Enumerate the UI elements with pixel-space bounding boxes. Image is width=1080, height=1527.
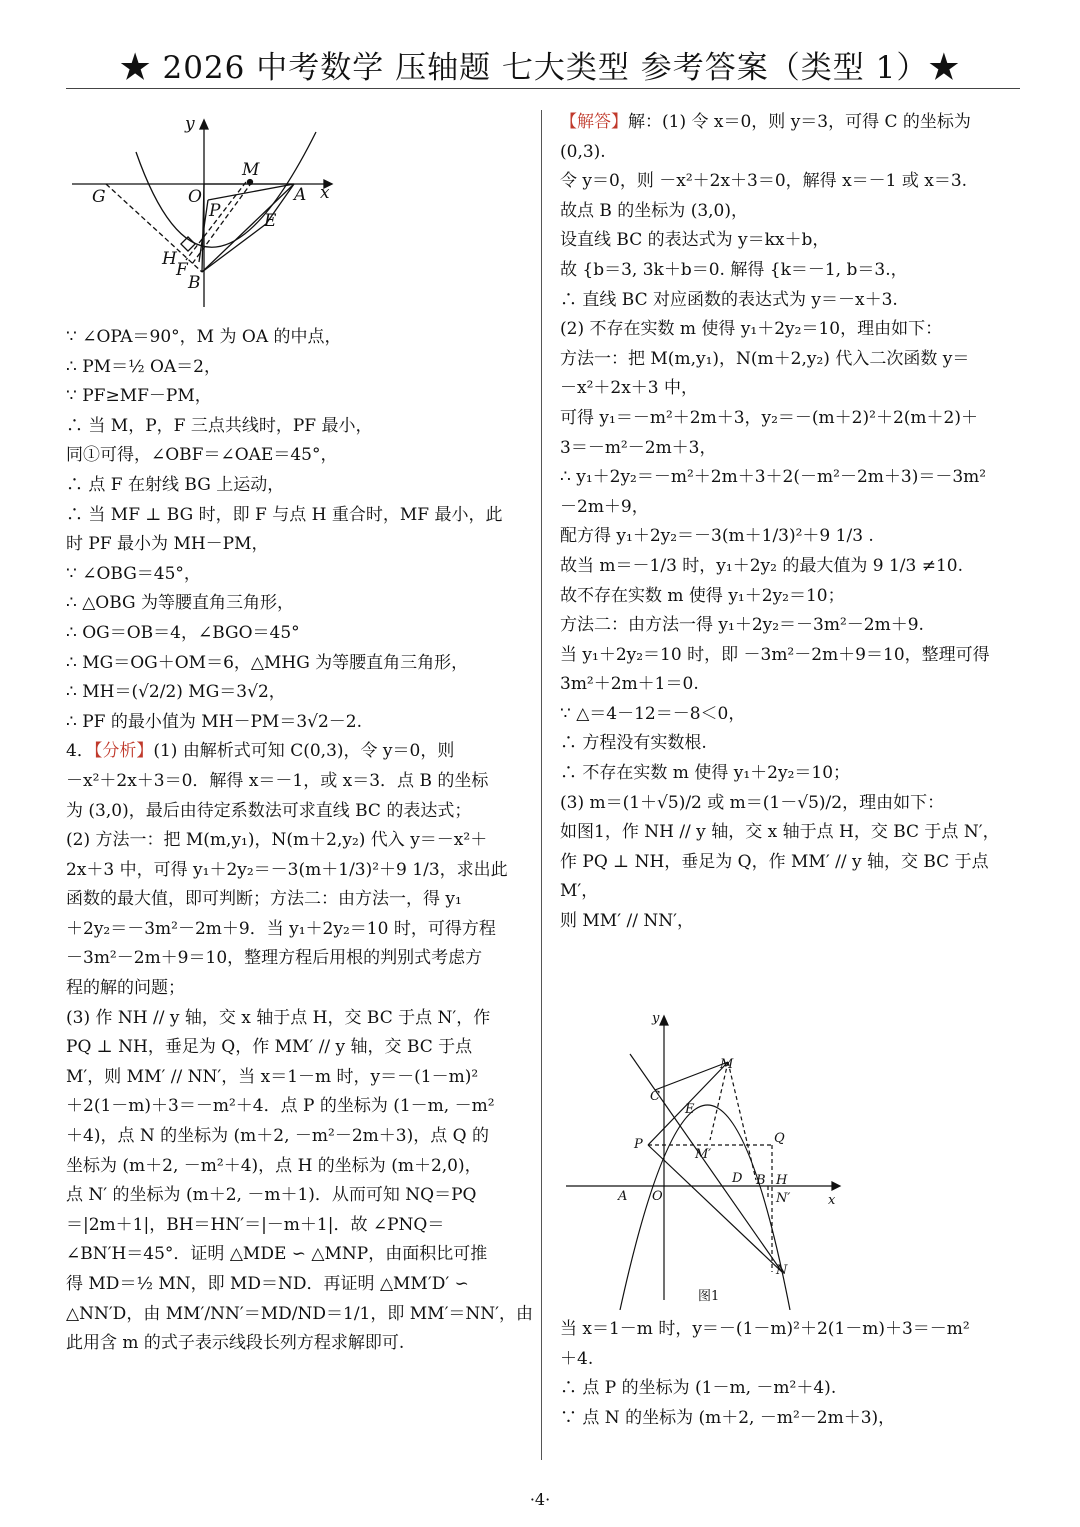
- text-line: ∴ 直线 BC 对应函数的表达式为 y＝－x＋3.: [560, 289, 898, 310]
- fig2-label-o: O: [652, 1189, 663, 1204]
- text-line: ＋4.: [560, 1348, 594, 1369]
- text-line: M′，: [560, 881, 599, 902]
- fig1-label-f: F: [176, 260, 188, 280]
- figure-2-diagram: [560, 1010, 850, 1310]
- fig2-label-m-prime: M′: [695, 1147, 712, 1162]
- text-line: ∴ 方程没有实数根.: [560, 733, 707, 754]
- solution-first-line: [560, 108, 1020, 138]
- text-line: 如图1，作 NH // y 轴，交 x 轴于点 H，交 BC 于点 N′，: [560, 822, 1000, 843]
- text-line: 故点 B 的坐标为 (3,0)，: [560, 200, 749, 221]
- text-line: 当 y₁＋2y₂＝10 时，即 －3m²－2m＋9＝10，整理可得: [560, 644, 990, 665]
- text-line: ＋4)，点 N 的坐标为 (m＋2, －m²－2m＋3)，点 Q 的: [66, 1126, 489, 1147]
- text-line: ∴ 当 M，P，F 三点共线时，PF 最小，: [66, 415, 373, 436]
- fig1-label-h: H: [162, 249, 177, 269]
- fig1-label-y: y: [185, 114, 195, 134]
- fig2-label-h: H: [776, 1173, 788, 1188]
- text-line: 作 PQ ⊥ NH，垂足为 Q，作 MM′ // y 轴，交 BC 于点: [560, 851, 989, 872]
- text-line: 方法一：把 M(m,y₁)，N(m＋2,y₂) 代入二次函数 y＝: [560, 348, 970, 369]
- text-line: ∴ 点 F 在射线 BG 上运动，: [66, 474, 285, 495]
- fig2-label-q: Q: [774, 1131, 785, 1146]
- text-line: ∴ OG＝OB＝4，∠BGO＝45°: [66, 622, 300, 643]
- text-line: －x²＋2x＋3＝0．解得 x＝－1，或 x＝3．点 B 的坐标: [66, 770, 489, 791]
- text-line: 则 MM′ // NN′，: [560, 911, 694, 932]
- text-line: (2) 不存在实数 m 使得 y₁＋2y₂＝10，理由如下：: [560, 319, 943, 340]
- text-line: 故当 m＝－1/3 时，y₁＋2y₂ 的最大值为 9 1/3 ≠10.: [560, 555, 964, 576]
- text-line: 此用含 m 的式子表示线段长列方程求解即可.: [66, 1333, 405, 1354]
- fig2-label-p: P: [634, 1137, 643, 1152]
- fig2-label-a: A: [618, 1189, 628, 1204]
- text-line: 3＝－m²－2m＋3，: [560, 437, 717, 458]
- left-column-text: [66, 323, 534, 1359]
- fig2-label-n: N: [776, 1263, 788, 1278]
- text-line: ＝|2m＋1|，BH＝HN′＝|－m＋1|．故 ∠PNQ＝: [66, 1214, 445, 1235]
- fig2-label-c: C: [650, 1089, 660, 1104]
- figure-1-diagram: [66, 112, 336, 312]
- text-line: (3) 作 NH // y 轴，交 x 轴于点 H，交 BC 于点 N′，作: [66, 1007, 491, 1028]
- fig1-label-x: x: [320, 183, 330, 203]
- fig1-label-g: G: [92, 187, 106, 207]
- fig2-label-n-prime: N′: [776, 1191, 791, 1206]
- text-line: ∴ △OBG 为等腰直角三角形，: [66, 593, 295, 614]
- text-line: △NN′D，由 MM′/NN′＝MD/ND＝1/1，即 MM′＝NN′，由: [66, 1303, 534, 1324]
- analysis-tag: 【分析】: [93, 741, 154, 762]
- fig1-label-m: M: [242, 160, 260, 180]
- text-line: 当 x＝1－m 时，y＝－(1－m)²＋2(1－m)＋3＝－m²: [560, 1319, 970, 1339]
- text-line: 为 (3,0)，最后由待定系数法可求直线 BC 的表达式；: [66, 800, 472, 821]
- fig2-label-e: E: [685, 1102, 695, 1117]
- text-line: ＋2(1－m)＋3＝－m²＋4．点 P 的坐标为 (1－m, －m²: [66, 1096, 495, 1117]
- text-line: ∴ y₁＋2y₂＝－m²＋2m＋3＋2(－m²－2m＋3)＝－3m²: [560, 467, 987, 488]
- text-line: (3) m＝(1＋√5)/2 或 m＝(1－√5)/2，理由如下：: [560, 792, 945, 813]
- figure-caption: 图1: [698, 1289, 720, 1304]
- title-rule: [66, 88, 1020, 89]
- column-divider: [541, 110, 542, 1460]
- text-line: (2) 方法一：把 M(m,y₁)，N(m＋2,y₂) 代入 y＝－x²＋: [66, 830, 488, 851]
- text-line: (0,3).: [560, 141, 606, 162]
- text-line: 4．【分析】(1) 由解析式可知 C(0,3)，令 y＝0，则: [66, 741, 455, 762]
- text-line: 同①可得，∠OBF＝∠OAE＝45°，: [66, 445, 338, 466]
- fig2-label-x: x: [828, 1193, 836, 1208]
- text-line: 方法二：由方法一得 y₁＋2y₂＝－3m²－2m＋9.: [560, 615, 924, 636]
- fig1-label-o: O: [188, 187, 202, 207]
- text-line: ∴ MH＝(√2/2) MG＝3√2，: [66, 682, 286, 703]
- text-line: PQ ⊥ NH，垂足为 Q，作 MM′ // y 轴，交 BC 于点: [66, 1037, 473, 1058]
- page-title: ★ 2026 中考数学 压轴题 七大类型 参考答案（类型 1）★: [119, 50, 961, 86]
- fig2-label-y: y: [652, 1011, 660, 1026]
- text-line: ∴ PM＝½ OA＝2，: [66, 356, 221, 377]
- text-line: 配方得 y₁＋2y₂＝－3(m＋1/3)²＋9 1/3 .: [560, 526, 874, 547]
- text-line: 函数的最大值，即可判断；方法二：由方法一，得 y₁: [66, 889, 462, 910]
- page-number: ·4·: [529, 1490, 551, 1509]
- text-line: 3m²＋2m＋1＝0.: [560, 674, 699, 695]
- text-line: －3m²－2m＋9＝10，整理方程后用根的判别式考虑方: [66, 948, 483, 969]
- fig2-label-b: B: [756, 1173, 766, 1188]
- text-line: 程的解的问题；: [66, 978, 185, 999]
- text-line: 令 y＝0，则 －x²＋2x＋3＝0，解得 x＝－1 或 x＝3.: [560, 171, 968, 192]
- text-line: ∠BN′H＝45°．证明 △MDE ∽ △MNP，由面积比可推: [66, 1244, 488, 1265]
- text-line: ∴ 点 P 的坐标为 (1－m, －m²＋4).: [560, 1378, 837, 1399]
- text-line: 故不存在实数 m 使得 y₁＋2y₂＝10；: [560, 585, 845, 606]
- text-line: ∵ ∠OBG＝45°，: [66, 563, 201, 584]
- text-line: 可得 y₁＝－m²＋2m＋3，y₂＝－(m＋2)²＋2(m＋2)＋: [560, 407, 978, 428]
- solution-tag: 【解答】: [560, 112, 628, 132]
- text-line: 故 {b＝3, 3k＋b＝0. 解得 {k＝－1, b＝3.，: [560, 259, 908, 280]
- text-line: －2m＋9，: [560, 496, 649, 517]
- text-line: ∵ △＝4－12＝－8＜0，: [560, 703, 746, 724]
- text-line: 设直线 BC 的表达式为 y＝kx＋b，: [560, 230, 830, 251]
- text-line: ∵ PF≥MF－PM，: [66, 386, 212, 407]
- fig1-label-e: E: [264, 211, 277, 231]
- fig2-label-m: M: [720, 1057, 734, 1072]
- text-line: 得 MD＝½ MN，即 MD＝ND．再证明 △MM′D′ ∽: [66, 1274, 469, 1294]
- solution-line-0: 解：(1) 令 x＝0，则 y＝3，可得 C 的坐标为: [628, 112, 971, 132]
- text-line: －x²＋2x＋3 中，: [560, 378, 699, 399]
- text-line: 2x＋3 中，可得 y₁＋2y₂＝－3(m＋1/3)²＋9 1/3，求出此: [66, 859, 508, 880]
- right-column-text-continued: [560, 1315, 1020, 1433]
- text-line: ∴ PF 的最小值为 MH－PM＝3√2－2.: [66, 711, 363, 732]
- fig2-label-d: D: [732, 1171, 743, 1186]
- text-line: ＋2y₂＝－3m²－2m＋9．当 y₁＋2y₂＝10 时，可得方程: [66, 918, 496, 939]
- right-column-lines: [560, 138, 1020, 937]
- fig1-label-p: P: [209, 201, 221, 221]
- text-line: 坐标为 (m＋2, －m²＋4)，点 H 的坐标为 (m＋2,0)，: [66, 1155, 482, 1176]
- text-line: ∴ 不存在实数 m 使得 y₁＋2y₂＝10；: [560, 763, 851, 784]
- text-line: 点 N′ 的坐标为 (m＋2, －m＋1)．从而可知 NQ＝PQ: [66, 1185, 477, 1206]
- text-line: ∴ MG＝OG＋OM＝6，△MHG 为等腰直角三角形，: [66, 652, 469, 673]
- text-line: ∵ ∠OPA＝90°，M 为 OA 的中点，: [66, 327, 342, 347]
- text-line: ∵ 点 N 的坐标为 (m＋2, －m²－2m＋3)，: [560, 1407, 896, 1428]
- right-column-text: [560, 108, 1020, 937]
- text-line: ∴ 当 MF ⊥ BG 时，即 F 与点 H 重合时，MF 最小，此: [66, 504, 503, 525]
- text-line: M′，则 MM′ // NN′，当 x＝1－m 时，y＝－(1－m)²: [66, 1066, 479, 1087]
- fig1-label-b: B: [188, 273, 201, 293]
- fig1-label-a: A: [294, 185, 307, 205]
- text-line: 时 PF 最小为 MH－PM，: [66, 534, 269, 555]
